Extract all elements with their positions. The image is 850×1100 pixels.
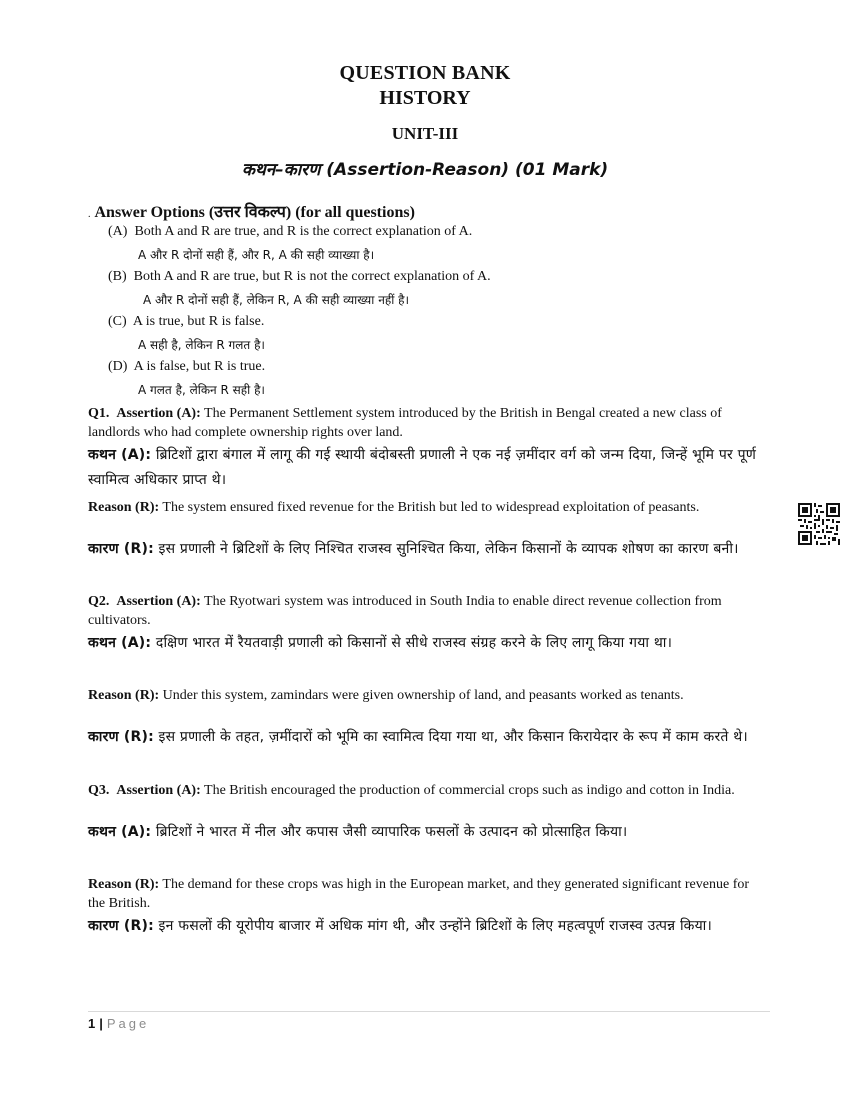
- assertion-label: Assertion (A):: [116, 783, 201, 798]
- reason-text: The demand for these crops was high in the European market, and they generated significant revenue for the British.: [88, 877, 750, 911]
- option-label: (B): [108, 269, 127, 284]
- karan-label: कारण (R):: [88, 918, 154, 934]
- q1-kathan: [88, 443, 760, 493]
- reason-text: The system ensured fixed revenue for the British but led to widespread exploitation of peasants.: [162, 500, 700, 515]
- page-number: 1: [88, 1016, 96, 1031]
- option-a: [108, 224, 472, 240]
- qr-code-icon: [798, 503, 840, 545]
- q2-karan: [88, 725, 760, 750]
- section-heading: कथन–कारण (Assertion-Reason) (01 Mark): [241, 160, 609, 180]
- title-question-bank: QUESTION BANK: [339, 62, 511, 84]
- q2-reason: [88, 686, 760, 705]
- assertion-text: The Ryotwari system was introduced in South India to enable direct revenue collection from cultivators.: [88, 594, 722, 628]
- reason-label: Reason (R):: [88, 877, 160, 892]
- assertion-label: Assertion (A):: [116, 406, 201, 421]
- kathan-label: कथन (A):: [88, 635, 152, 651]
- reason-text: Under this system, zamindars were given ownership of land, and peasants worked as tenants.: [162, 688, 684, 703]
- q1-assertion: [88, 404, 760, 442]
- page-label: Page: [106, 1016, 150, 1031]
- option-text-en: Both A and R are true, and R is the correct explanation of A.: [134, 224, 473, 239]
- option-c-hindi: A सही है, लेकिन R गलत है।: [138, 338, 265, 352]
- bullet-dot: .: [88, 209, 91, 220]
- option-a-hindi: A और R दोनों सही हैं, और R, A की सही व्याख्या है।: [138, 248, 375, 262]
- option-label: (D): [108, 359, 128, 374]
- title-history: HISTORY: [379, 87, 471, 109]
- unit-heading: UNIT-III: [391, 124, 459, 143]
- assertion-text: The Permanent Settlement system introduced by the British in Bengal created a new class of landlords who had complete ownership rights over land.: [88, 406, 722, 440]
- karan-text: इस प्रणाली के तहत, ज़मींदारों को भूमि का स्वामित्व दिया गया था, और किसान किरायेदार के रूप में काम करते थे।: [158, 729, 748, 745]
- option-d-hindi: A गलत है, लेकिन R सही है।: [138, 383, 265, 397]
- answer-options-heading: Answer Options (उत्तर विकल्प) (for all questions): [94, 204, 415, 221]
- assertion-text: The British encouraged the production of commercial crops such as indigo and cotton in India.: [204, 783, 735, 798]
- kathan-text: दक्षिण भारत में रैयतवाड़ी प्रणाली को किसानों से सीधे राजस्व संग्रह करने के लिए लागू किया गया था।: [155, 635, 673, 651]
- option-b: [108, 269, 491, 285]
- option-c: [108, 314, 264, 330]
- question-number: Q3.: [88, 783, 110, 798]
- q2-assertion: [88, 592, 760, 630]
- option-text-en: A is true, but R is false.: [132, 314, 265, 329]
- kathan-text: ब्रिटिशों ने भारत में नील और कपास जैसी व्यापारिक फसलों के उत्पादन को प्रोत्साहित किया।: [155, 824, 628, 840]
- footer-separator: |: [99, 1016, 103, 1031]
- q1-reason: [88, 498, 760, 517]
- footer-divider: [88, 1011, 770, 1012]
- reason-label: Reason (R):: [88, 688, 160, 703]
- karan-label: कारण (R):: [88, 729, 154, 745]
- q2-kathan: [88, 631, 760, 656]
- karan-text: इस प्रणाली ने ब्रिटिशों के लिए निश्चित राजस्व सुनिश्चित किया, लेकिन किसानों के व्यापक शोषण का कारण बनी।: [158, 541, 739, 557]
- q3-karan: [88, 914, 760, 939]
- kathan-label: कथन (A):: [88, 447, 152, 463]
- question-number: Q1.: [88, 406, 110, 421]
- assertion-label: Assertion (A):: [116, 594, 201, 609]
- q3-assertion: [88, 781, 760, 800]
- q1-karan: [88, 537, 760, 562]
- option-b-hindi: A और R दोनों सही हैं, लेकिन R, A की सही व्याख्या नहीं है।: [143, 293, 410, 307]
- option-label: (C): [108, 314, 127, 329]
- karan-text: इन फसलों की यूरोपीय बाजार में अधिक मांग थी, और उन्होंने ब्रिटिशों के लिए महत्वपूर्ण राजस्व उत्पन्न किया।: [158, 918, 713, 934]
- reason-label: Reason (R):: [88, 500, 160, 515]
- question-number: Q2.: [88, 594, 110, 609]
- option-text-en: Both A and R are true, but R is not the correct explanation of A.: [133, 269, 491, 284]
- q3-kathan: [88, 820, 760, 845]
- option-d: [108, 359, 265, 375]
- q3-reason: [88, 875, 760, 913]
- option-label: (A): [108, 224, 128, 239]
- kathan-text: ब्रिटिशों द्वारा बंगाल में लागू की गई स्थायी बंदोबस्ती प्रणाली ने एक नई ज़मींदार वर्ग को जन्म दिया, जिन्हें भूमि पर पूर्ण स्वामित्व अधिकार प्राप्त थे।: [88, 447, 757, 488]
- kathan-label: कथन (A):: [88, 824, 152, 840]
- option-text-en: A is false, but R is true.: [133, 359, 266, 374]
- karan-label: कारण (R):: [88, 541, 154, 557]
- answer-options-heading-row: [88, 200, 415, 222]
- page-footer: [88, 1016, 149, 1031]
